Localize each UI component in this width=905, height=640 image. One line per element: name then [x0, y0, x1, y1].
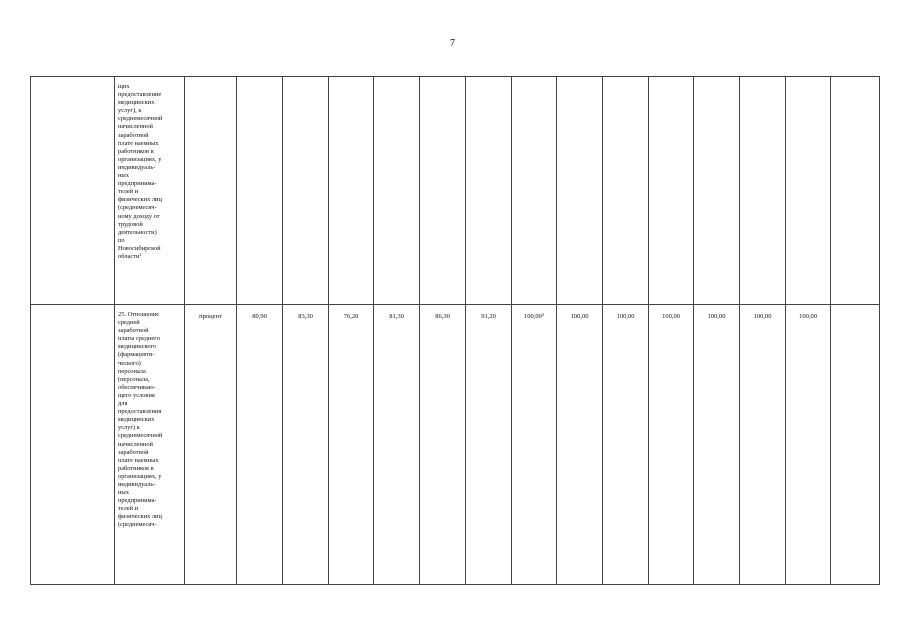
value-cell — [603, 305, 649, 585]
value-cell — [649, 305, 694, 585]
indicator-description: 25. Отношение средней заработной платы среднего медицинского (фармацевти- ческого) персонала (персонала, обеспечиваю- щего условия для предоставления медицинских услуг) к среднемесячной начисленной заработной плате наемных работников в организациях, у индивидуаль- ных предпринима- телей и физических лиц (среднемесяч- — [118, 311, 163, 529]
value-cell — [557, 305, 603, 585]
value: 100,00 — [616, 313, 635, 320]
value-cell — [420, 305, 466, 585]
value-cell — [374, 77, 420, 305]
value-cell — [420, 77, 466, 305]
empty-cell — [31, 77, 115, 305]
value-cell — [329, 305, 374, 585]
value-cell — [740, 305, 786, 585]
value: 86,30 — [435, 313, 450, 320]
value: 80,90 — [252, 313, 267, 320]
footnote-marker: 2 — [541, 312, 545, 317]
value: 100,00 — [799, 313, 817, 320]
value-cell — [831, 77, 880, 305]
value-cell — [786, 305, 831, 585]
value-cell — [831, 305, 880, 585]
value-cell — [512, 305, 557, 585]
indicator-description-cell — [115, 77, 185, 305]
indicator-description-continued: щих предоставление медицинских услуг), к среднемесячной начисленной заработной плате наемных работников в организациях, у индивидуаль- ных предпринима- телей и физических лиц (среднемесяч- ному доходу от трудовой деятельности) по Новосибирской области — [118, 83, 163, 260]
value-cell — [466, 77, 512, 305]
value: 76,20 — [343, 313, 359, 320]
value: 100,00 — [707, 313, 726, 320]
value-cell — [740, 77, 786, 305]
value: 100,00 — [662, 313, 680, 320]
value-cell — [283, 77, 329, 305]
value: 91,20 — [481, 313, 496, 320]
indicator-description-cell — [115, 305, 185, 585]
value: 83,30 — [298, 313, 313, 320]
value-cell — [694, 77, 740, 305]
value-cell — [557, 77, 603, 305]
value: 81,30 — [389, 313, 404, 320]
value-cell — [694, 305, 740, 585]
footnote-marker: 1 — [139, 251, 142, 257]
value-cell — [603, 77, 649, 305]
value-cell — [649, 77, 694, 305]
table-row — [31, 77, 880, 305]
value-cell — [786, 77, 831, 305]
value: 100,00 — [523, 313, 542, 320]
unit-label: процент — [199, 313, 222, 320]
value-cell — [512, 77, 557, 305]
empty-cell — [31, 305, 115, 585]
table-row — [31, 305, 880, 585]
value: 100,00 — [570, 313, 589, 320]
value-cell — [374, 305, 420, 585]
value-cell — [283, 305, 329, 585]
value-cell — [466, 305, 512, 585]
page-number: 7 — [450, 38, 455, 49]
value-cell — [237, 77, 283, 305]
value-cell — [237, 305, 283, 585]
unit-cell — [185, 77, 237, 305]
value-cell — [329, 77, 374, 305]
unit-cell — [185, 305, 237, 585]
value: 100,00 — [753, 313, 772, 320]
data-table — [30, 76, 880, 585]
